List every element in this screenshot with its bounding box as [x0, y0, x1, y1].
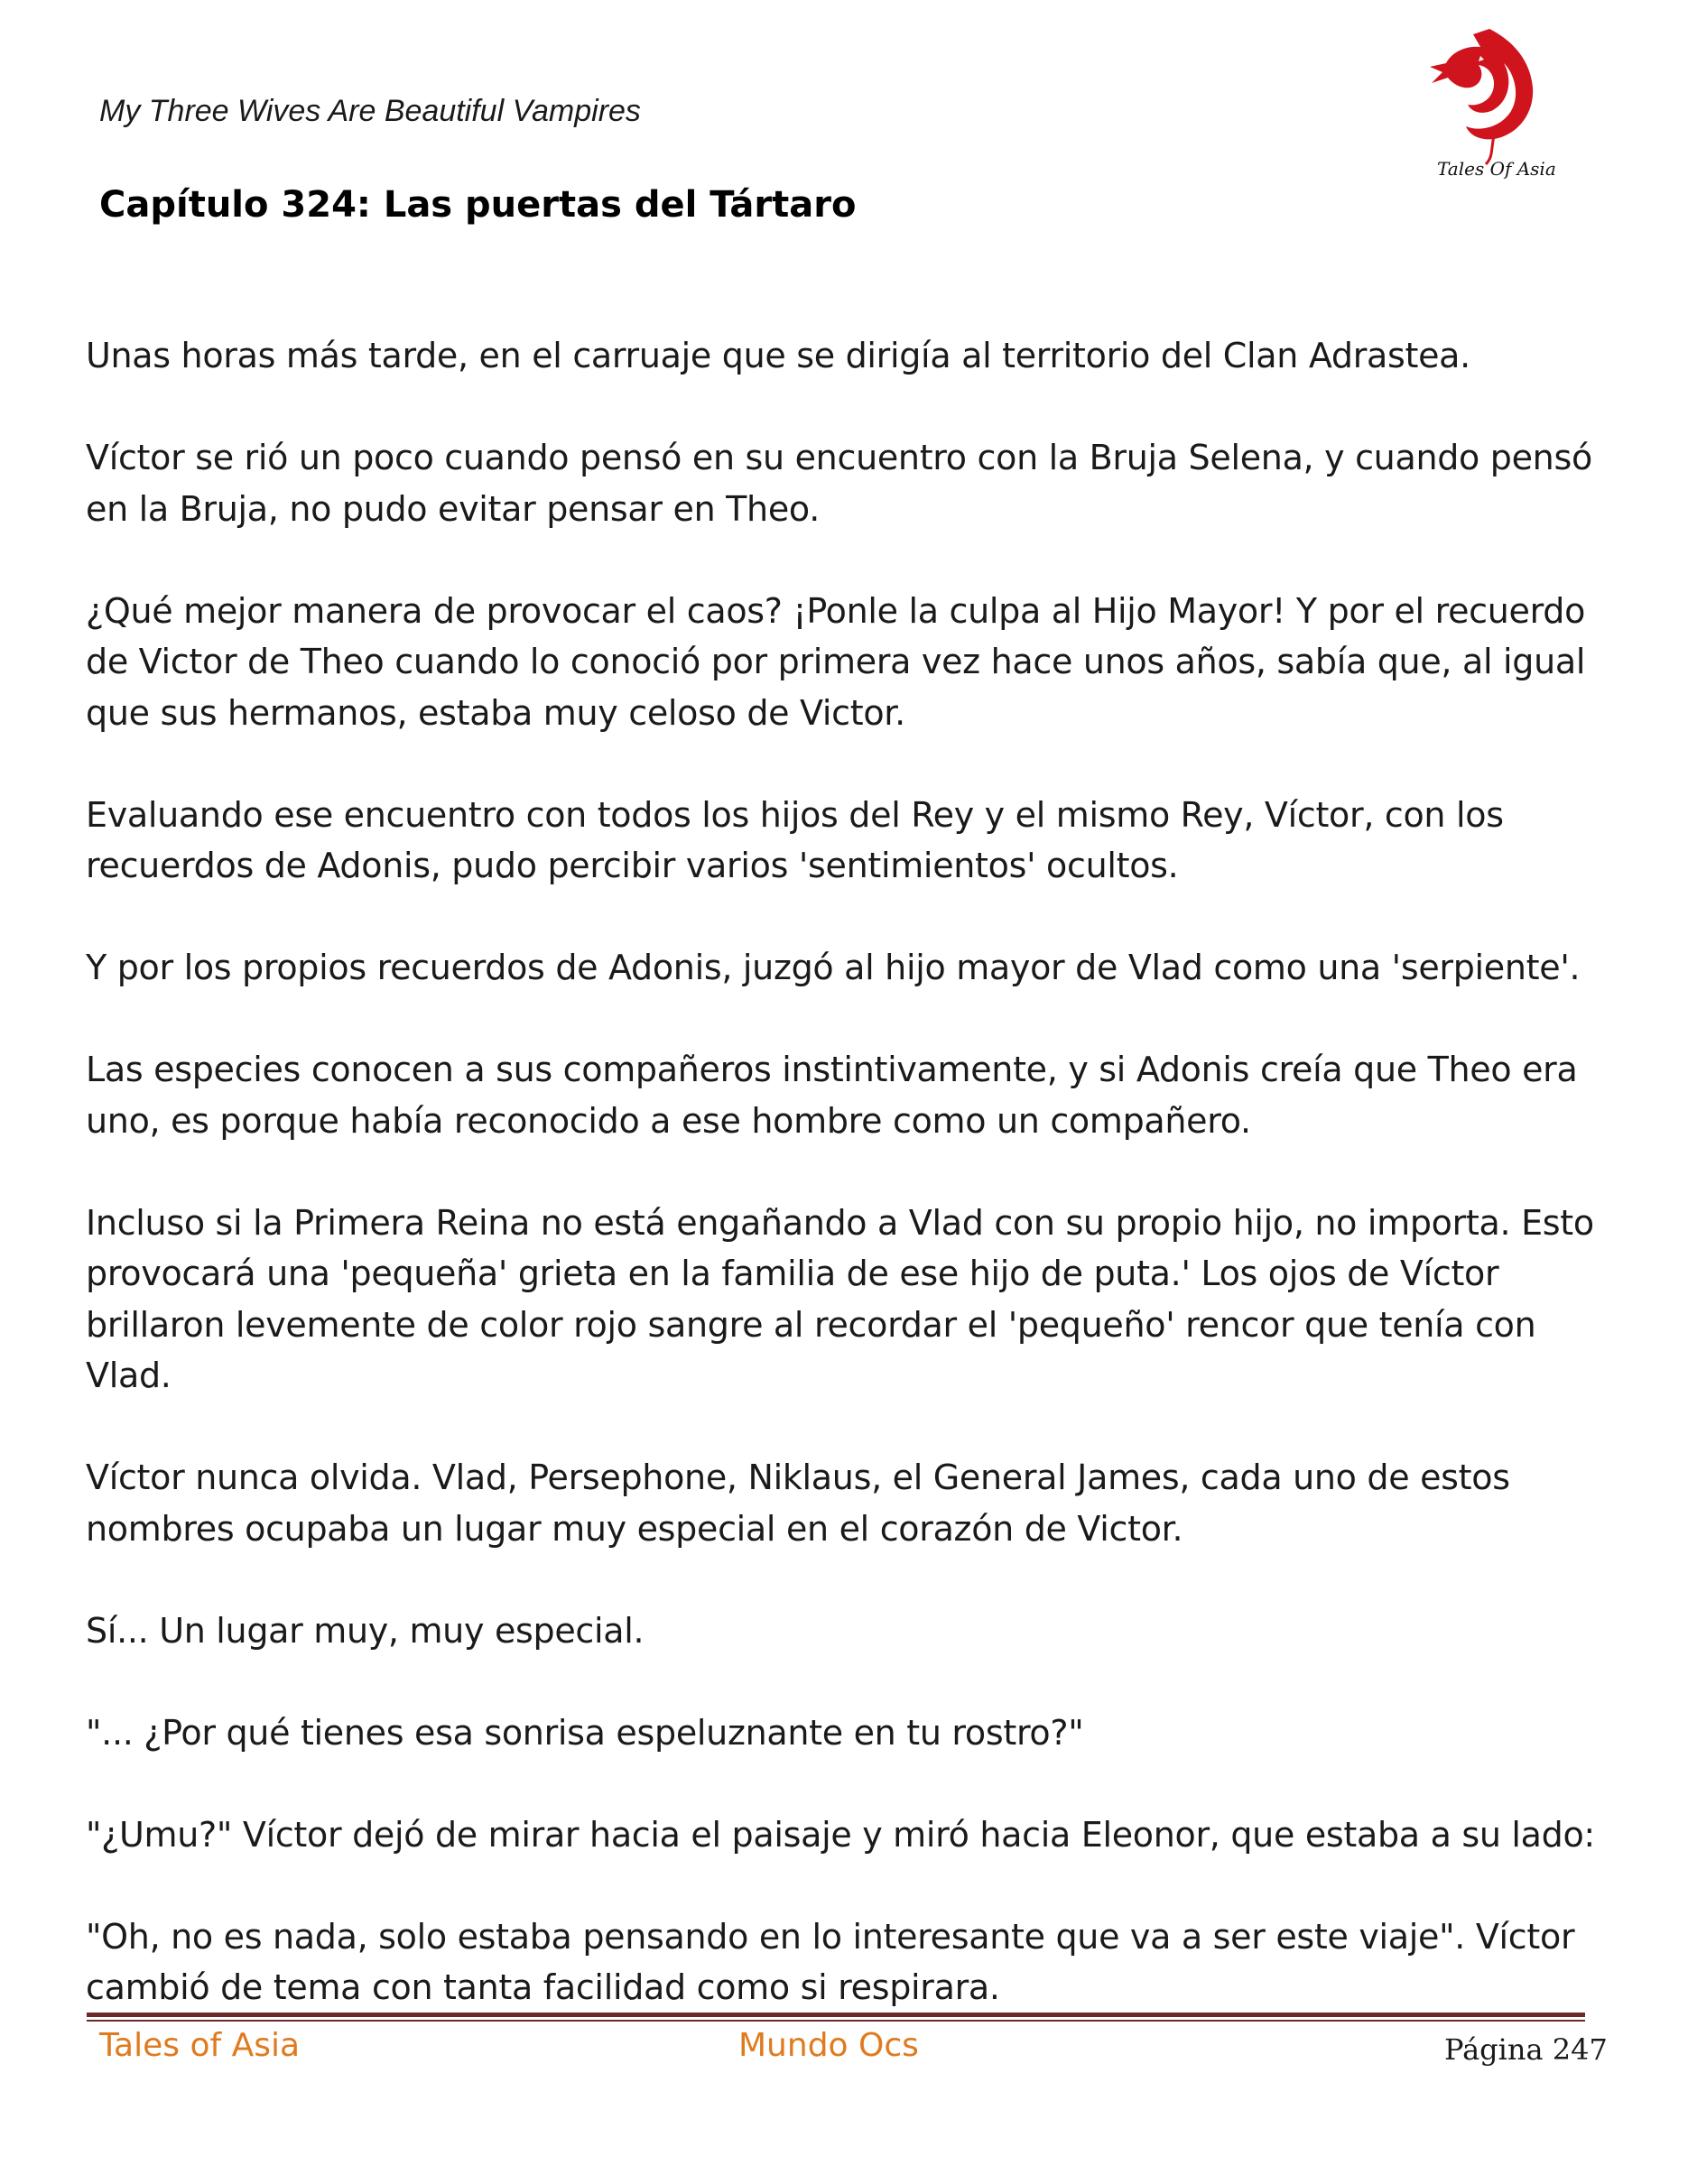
paragraph-line: "... ¿Por qué tienes esa sonrisa espeluznante en tu rostro?": [86, 1712, 1084, 1753]
paragraph-line: Víctor se rió un poco cuando pensó en su encuentro con la Bruja Selena, y cuando pensó: [86, 438, 1592, 477]
tales-of-asia-logo: [1426, 20, 1562, 182]
footer-site-name: Tales of Asia: [99, 2027, 301, 2064]
paragraph-line: Sí... Un lugar muy, muy especial.: [86, 1610, 645, 1651]
paragraph-line: provocará una 'pequeña' grieta en la familia de ese hijo de puta.' Los ojos de Víctor: [86, 1254, 1499, 1293]
paragraph-line: Y por los propios recuerdos de Adonis, juzgó al hijo mayor de Vlad como una 'serpiente'.: [86, 948, 1581, 987]
paragraph-line: Víctor nunca olvida. Vlad, Persephone, Niklaus, el General James, cada uno de estos: [86, 1458, 1510, 1497]
paragraph-line: "Oh, no es nada, solo estaba pensando en lo interesante que va a ser este viaje". Víctor: [86, 1916, 1575, 1957]
paragraph-line: uno, es porque había reconocido a ese hombre como un compañero.: [86, 1100, 1251, 1141]
paragraph-line: Vlad.: [86, 1356, 172, 1395]
paragraph: [86, 330, 1620, 382]
paragraph: [86, 1606, 1620, 1657]
logo-text: Tales Of Asia: [1437, 158, 1556, 180]
chapter-title: Capítulo 324: Las puertas del Tártaro: [99, 184, 857, 226]
paragraph: [86, 790, 1620, 892]
paragraph-line: Incluso si la Primera Reina no está engañando a Vlad con su propio hijo, no importa. Esto: [86, 1202, 1594, 1243]
paragraph-line: cambió de tema con tanta facilidad como si respirara.: [86, 1967, 1000, 2007]
paragraph-line: recuerdos de Adonis, pudo percibir varios 'sentimientos' ocultos.: [86, 846, 1179, 885]
paragraph-line: nombres ocupaba un lugar muy especial en el corazón de Victor.: [86, 1508, 1183, 1549]
footer-rule: [87, 2013, 1585, 2017]
paragraph-line: que sus hermanos, estaba muy celoso de Victor.: [86, 692, 905, 733]
paragraph-line: brillaron levemente de color rojo sangre al recordar el 'pequeño' rencor que tenía con: [86, 1304, 1536, 1345]
paragraph: [86, 1198, 1620, 1402]
footer-section-name: Mundo Ocs: [738, 2027, 919, 2064]
paragraph-line: Unas horas más tarde, en el carruaje que se dirigía al territorio del Clan Adrastea.: [86, 336, 1470, 375]
paragraph-line: ¿Qué mejor manera de provocar el caos? ¡Ponle la culpa al Hijo Mayor! Y por el recuerdo: [86, 590, 1586, 631]
paragraph: [86, 432, 1620, 534]
paragraph: [86, 586, 1620, 739]
paragraph-line: de Victor de Theo cuando lo conoció por primera vez hace unos años, sabía que, al igual: [86, 642, 1586, 681]
red-dragon-icon: [1426, 20, 1562, 182]
paragraph-line: "¿Umu?" Víctor dejó de mirar hacia el paisaje y miró hacia Eleonor, que estaba a su lado:: [86, 1814, 1595, 1855]
paragraph-line: en la Bruja, no pudo evitar pensar en Theo.: [86, 488, 820, 529]
paragraph-line: Evaluando ese encuentro con todos los hijos del Rey y el mismo Rey, Víctor, con los: [86, 794, 1504, 835]
footer-rule-thin: [87, 2020, 1585, 2022]
paragraph: [86, 1452, 1620, 1554]
paragraph: [86, 1707, 1620, 1759]
paragraph: [86, 942, 1620, 994]
paragraph: [86, 1911, 1620, 2013]
paragraph-line: Las especies conocen a sus compañeros instintivamente, y si Adonis creía que Theo era: [86, 1050, 1578, 1089]
page-number: Página 247: [1444, 2032, 1608, 2067]
chapter-body: [86, 330, 1620, 2064]
paragraph: [86, 1809, 1620, 1861]
paragraph: [86, 1044, 1620, 1146]
series-title: My Three Wives Are Beautiful Vampires: [99, 94, 641, 128]
